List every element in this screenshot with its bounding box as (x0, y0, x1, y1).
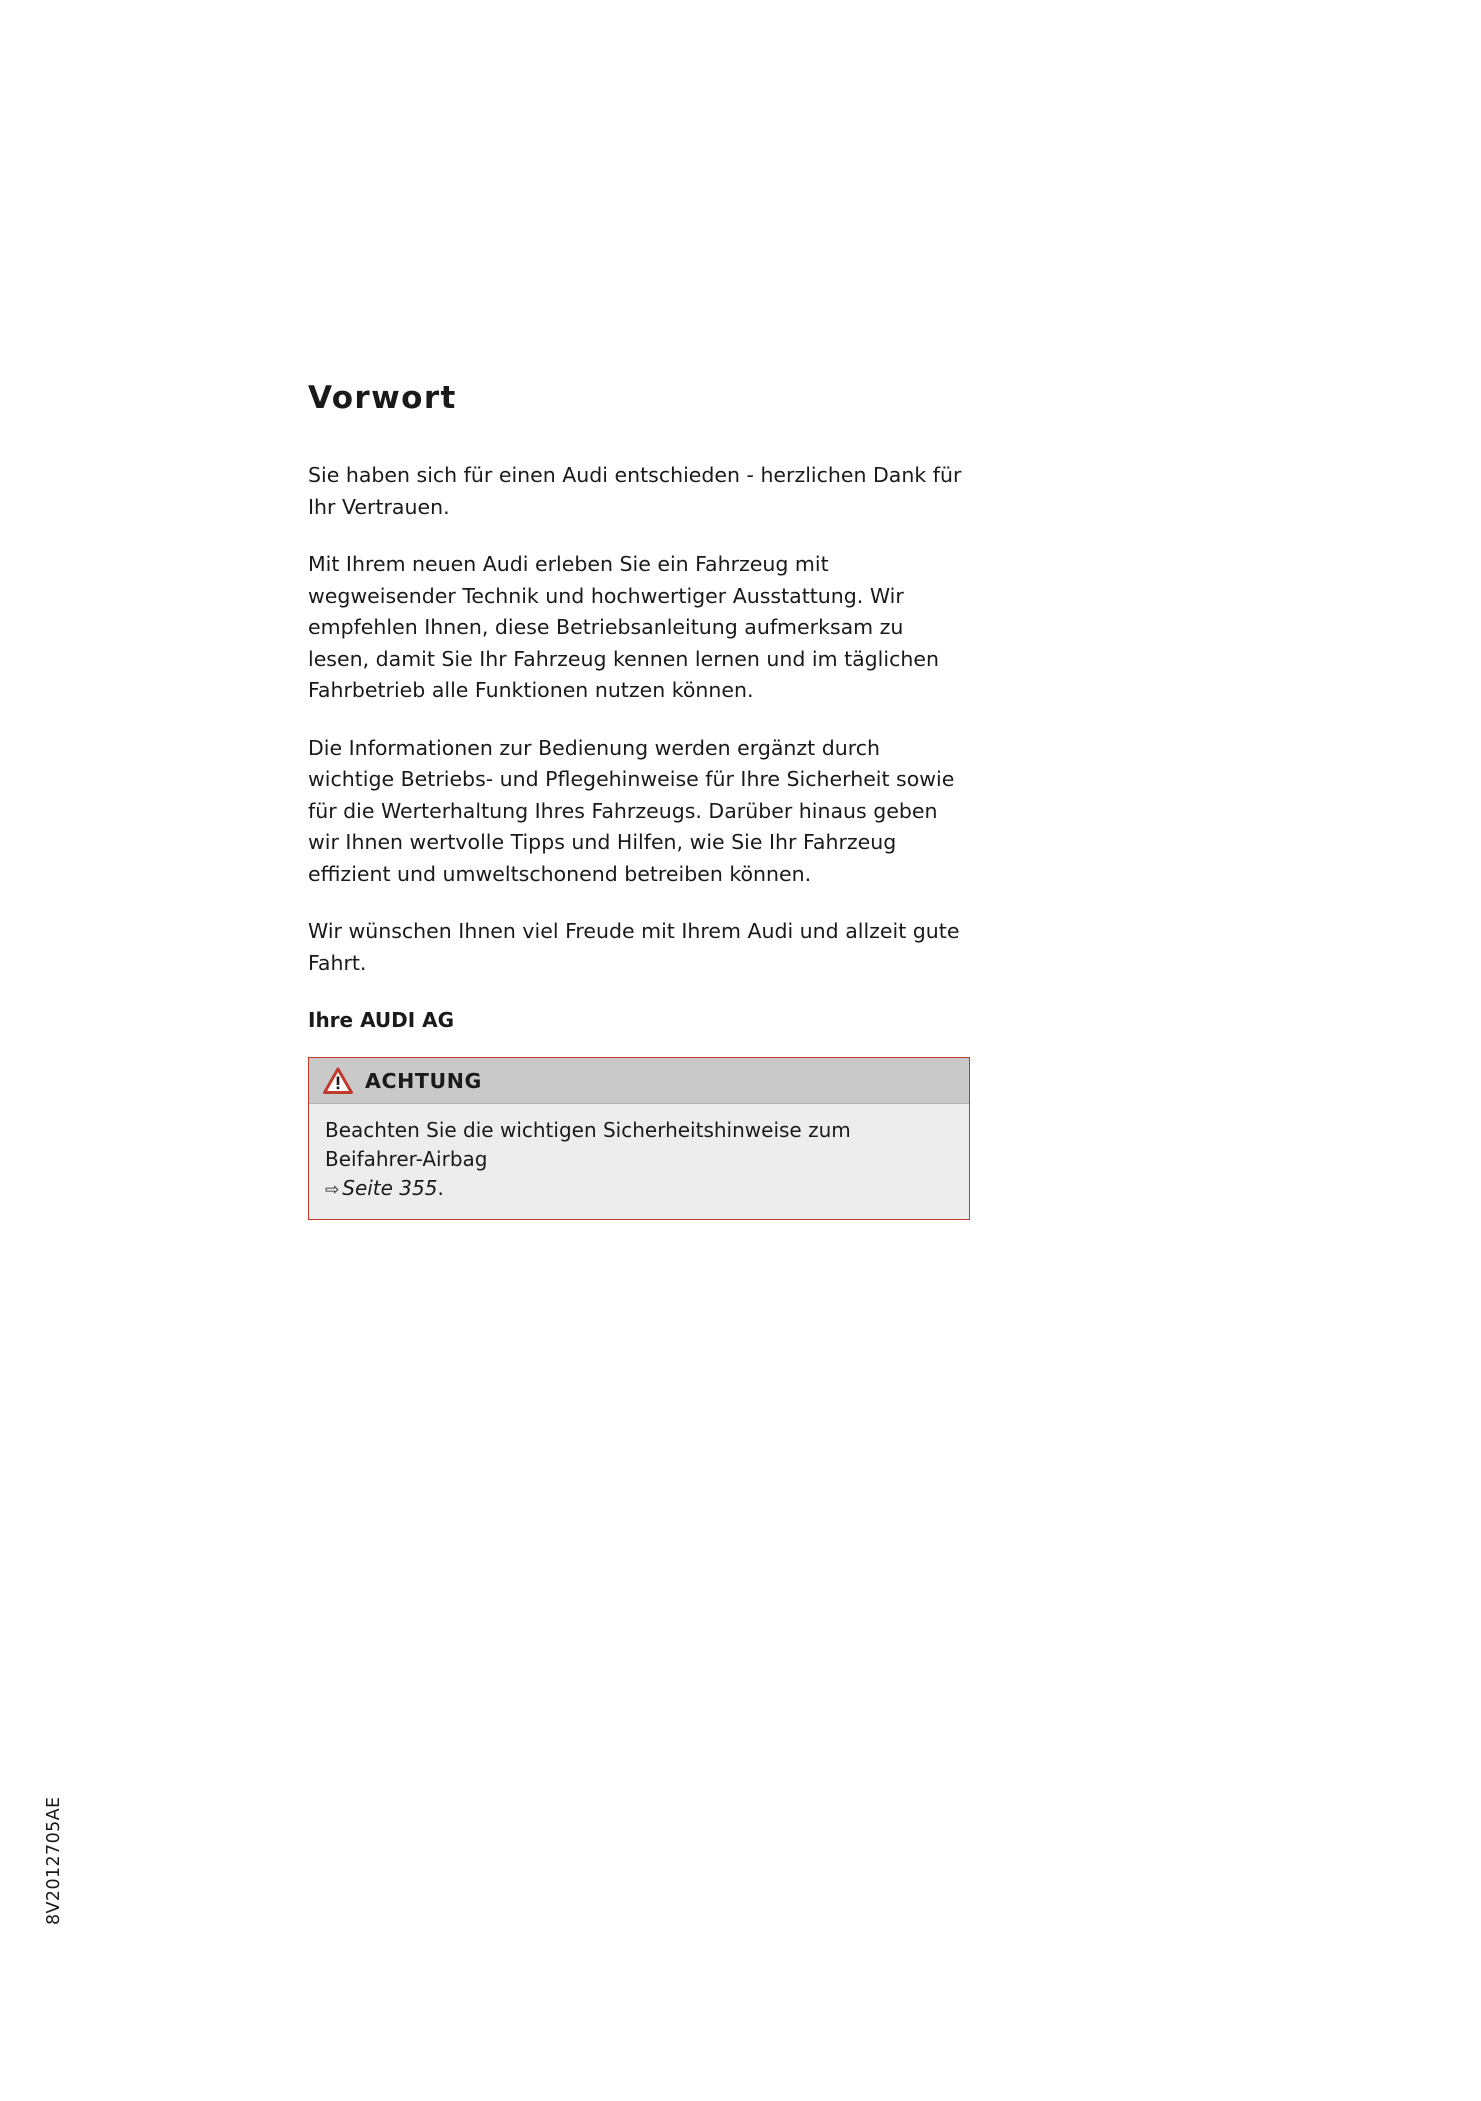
warning-header (309, 1058, 969, 1104)
document-side-code: 8V2012705AE (44, 1796, 64, 1925)
warning-text: Beachten Sie die wichtigen Sicherheitshinweise zum Beifahrer-Airbag (325, 1118, 851, 1171)
warning-box (308, 1057, 970, 1220)
warning-body (309, 1104, 969, 1219)
paragraph-intro: Sie haben sich für einen Audi entschieden - herzlichen Dank für Ihr Vertrauen. (308, 463, 962, 519)
warning-reference[interactable] (325, 1174, 953, 1205)
reference-suffix: . (437, 1176, 444, 1200)
reference-target[interactable]: Seite 355 (342, 1176, 438, 1200)
paragraph-information: Die Informationen zur Bedienung werden ergänzt durch wichtige Betriebs- und Pflegehinweise für Ihre Sicherheit sowie für die Werterhaltung Ihres Fahrzeugs. Darüber hinaus geben wir Ihnen wertvolle Tipps und Hilfen, wie Sie Ihr Fahrzeug effizient und umweltschonend betreiben können. (308, 735, 955, 886)
page-title: Vorwort (308, 380, 457, 416)
document-content (308, 380, 970, 1220)
paragraph-closing: Wir wünschen Ihnen viel Freude mit Ihrem Audi und allzeit gute Fahrt. (308, 919, 960, 975)
warning-title: ACHTUNG (365, 1068, 482, 1093)
reference-arrow-icon: ⇨ (325, 1180, 340, 1200)
warning-triangle-icon (323, 1067, 353, 1094)
paragraph-vehicle: Mit Ihrem neuen Audi erleben Sie ein Fahrzeug mit wegweisender Technik und hochwertiger Ausstattung. Wir empfehlen Ihnen, diese Betriebsanleitung aufmerksam zu lesen, damit Sie Ihr Fahrzeug kennen lernen und im täglichen Fahrbetrieb alle Funktionen nutzen können. (308, 552, 939, 702)
signature-line: Ihre AUDI AG (308, 1008, 455, 1032)
